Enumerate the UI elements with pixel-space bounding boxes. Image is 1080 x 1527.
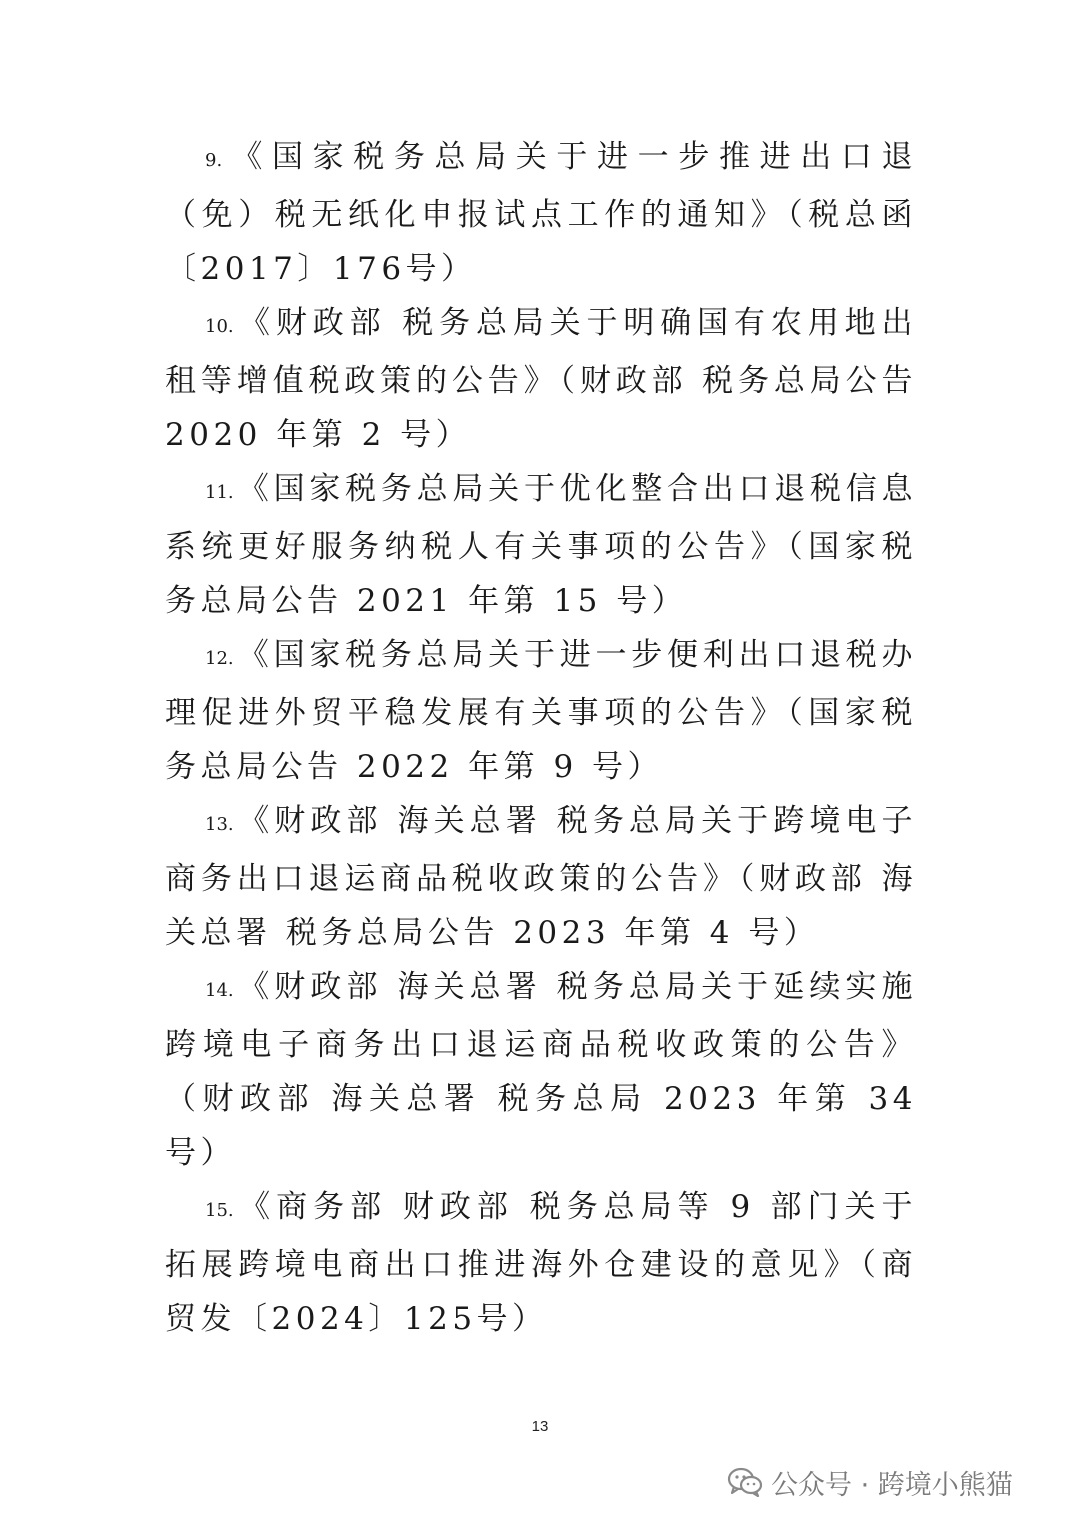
item-text: 《国家税务总局关于进一步便利出口退税办理促进外贸平稳发展有关事项的公告》（国家税务总局公告 2022 年第 9 号） — [165, 637, 917, 785]
item-text: 《财政部 海关总署 税务总局关于延续实施跨境电子商务出口退运商品税收政策的公告》（财政部 海关总署 税务总局 2023 年第 34 号） — [165, 969, 917, 1171]
item-text: 《财政部 税务总局关于明确国有农用地出租等增值税政策的公告》（财政部 税务总局公告 2020 年第 2 号） — [165, 305, 917, 453]
list-item — [165, 462, 917, 628]
wechat-icon — [727, 1467, 763, 1497]
item-number: 15. — [205, 1200, 234, 1221]
list-item — [165, 1180, 917, 1346]
item-number: 10. — [205, 316, 234, 337]
watermark-text: 公众号 · 跨境小熊猫 — [771, 1469, 1013, 1501]
list-item — [165, 628, 917, 794]
item-number: 13. — [205, 814, 234, 835]
item-number: 12. — [205, 648, 234, 669]
list-item — [165, 960, 917, 1180]
item-text: 《商务部 财政部 税务总局等 9 部门关于拓展跨境电商出口推进海外仓建设的意见》（商贸发〔2024〕125号） — [165, 1189, 917, 1337]
item-number: 9. — [205, 150, 223, 171]
list-item — [165, 296, 917, 462]
list-item — [165, 794, 917, 960]
item-text: 《国家税务总局关于优化整合出口退税信息系统更好服务纳税人有关事项的公告》（国家税务总局公告 2021 年第 15 号） — [165, 471, 917, 619]
watermark — [727, 1457, 1013, 1507]
list-item — [165, 130, 917, 296]
item-text: 《国家税务总局关于进一步推进出口退（免）税无纸化申报试点工作的通知》（税总函〔2017〕176号） — [165, 139, 917, 287]
item-number: 14. — [205, 980, 234, 1001]
item-number: 11. — [205, 482, 234, 503]
page-number: 13 — [531, 1418, 549, 1435]
reference-list — [165, 130, 917, 1346]
item-text: 《财政部 海关总署 税务总局关于跨境电子商务出口退运商品税收政策的公告》（财政部 海关总署 税务总局公告 2023 年第 4 号） — [165, 803, 917, 951]
